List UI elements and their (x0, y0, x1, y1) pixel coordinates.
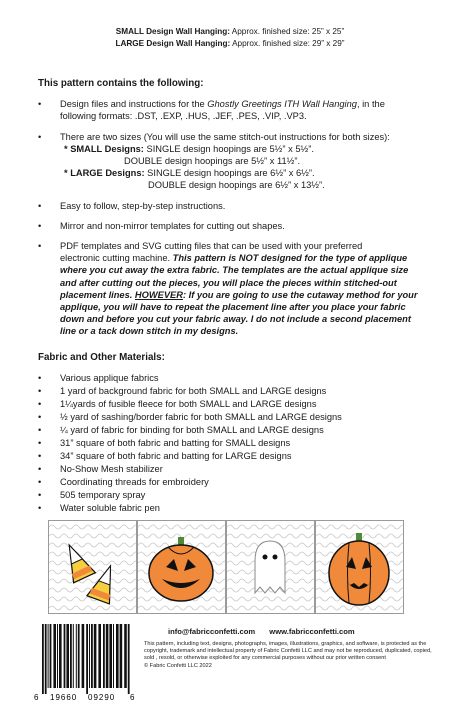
barcode-bar (124, 624, 127, 688)
quilting-line (49, 543, 136, 547)
contact-line (168, 627, 367, 636)
barcode-bar (86, 624, 88, 694)
quilting-line (227, 606, 314, 610)
barcode-bar (94, 624, 97, 688)
material-item: • ¼ yard of fabric for binding for both SMALL and LARGE designs (38, 424, 430, 437)
quilting-line (227, 588, 314, 592)
footer (0, 618, 460, 710)
barcode-digit: 19660 (50, 693, 78, 702)
size-info (0, 26, 460, 50)
barcode-bar (106, 624, 109, 688)
material-item: • 1¼yards of fusible fleece for both SMALL and LARGE designs (38, 398, 430, 411)
barcode-bar (82, 624, 85, 688)
barcode-bar (50, 624, 52, 688)
barcode-bar (42, 624, 44, 694)
quilting-line (49, 579, 136, 583)
jack-o-lantern-icon (138, 521, 225, 613)
quilting-line (138, 525, 225, 529)
barcode (34, 624, 136, 702)
barcode-bar (64, 624, 66, 688)
email-link[interactable]: info@fabricconfetti.com (168, 627, 256, 636)
ghost-panel (226, 520, 315, 614)
barcode-bar (113, 624, 114, 688)
barcode-bar (66, 624, 69, 688)
barcode-bar (109, 624, 112, 688)
material-item: • 1 yard of background fabric for both SMALL and LARGE designs (38, 385, 430, 398)
list-item: • Easy to follow, step-by-step instructions. (38, 200, 430, 212)
barcode-bar (103, 624, 105, 688)
barcode-bar (70, 624, 72, 688)
contains-list (38, 98, 430, 337)
quilting-line (227, 525, 314, 529)
quilting-line (49, 606, 136, 610)
quilting-line (227, 597, 314, 601)
barcode-digit: 09290 (88, 693, 116, 702)
material-item: • Coordinating threads for embroidery (38, 476, 430, 489)
material-item: • ½ yard of sashing/border fabric for both SMALL and LARGE designs (38, 411, 430, 424)
candy-corn-icon (49, 521, 136, 613)
small-size-line: SMALL Design Wall Hanging: Approx. finished size: 25” x 25” (115, 27, 345, 36)
quilting-line (49, 561, 136, 565)
barcode-bar (76, 624, 77, 688)
material-item: • No-Show Mesh stabilizer (38, 463, 430, 476)
pumpkin-icon (316, 521, 403, 613)
barcode-bar (53, 624, 56, 688)
pumpkin-panel (315, 520, 404, 614)
quilting-line (138, 606, 225, 610)
material-item: • 34” square of both fabric and batting for LARGE designs (38, 450, 430, 463)
barcode-digit: 6 (130, 693, 135, 702)
material-item: • Various applique fabrics (38, 372, 430, 385)
barcode-bar (128, 624, 130, 694)
barcode-bar (59, 624, 62, 688)
materials-heading: Fabric and Other Materials: (38, 351, 165, 363)
list-item: • Mirror and non-mirror templates for cutting out shapes. (38, 220, 430, 232)
ghost-icon (227, 521, 314, 613)
material-item: • Water soluble fabric pen (38, 502, 430, 515)
material-item: • 31” square of both fabric and batting for SMALL designs (38, 437, 430, 450)
barcode-bar (91, 624, 93, 688)
legal-text: This pattern, including text, designs, photographs, images, illustrations, graphics, and software, is protected as the copyright, trademark and intellectual property of Fabric Confetti LLC and may not be reproduced, duplicated, copied, sold , resold, or otherwise exploited for any commercial purposes without our prior written consent © Fabric Confetti LLC 2022 (144, 641, 440, 670)
quilting-line (49, 525, 136, 529)
material-item: • 505 temporary spray (38, 489, 430, 502)
candy-corn-panel (48, 520, 137, 614)
list-item: • PDF templates and SVG cutting files that can be used with your preferred electronic cutting machine. This pattern is NOT designed for the type of applique where you cut away the extra fabric. The templates are the actual applique size and after cutting out the pieces, you will place the pieces within stitched-out placement lines. HOWEVER: If you are going to use the cutaway method for your applique, you will have to repeat the placement line after you place your fabric down and before you cut your fabric away. I do not include a second placement line or a tack down stitch in my designs. (38, 240, 430, 338)
barcode-bar (73, 624, 74, 688)
quilting-line (316, 606, 403, 610)
quilting-line (227, 534, 314, 538)
materials-list (38, 372, 430, 515)
barcode-bar (89, 624, 90, 688)
contains-heading: This pattern contains the following: (38, 78, 204, 89)
quilting-line (49, 552, 136, 556)
copyright: © Fabric Confetti LLC 2022 (144, 662, 212, 669)
barcode-bar (78, 624, 80, 688)
barcode-bar (45, 624, 47, 694)
website-link[interactable]: www.fabricconfetti.com (269, 627, 355, 636)
list-item: • Design files and instructions for the Ghostly Greetings ITH Wall Hanging, in the following formats: .DST, .EXP, .HUS, .JEF, .PES, .VIP, .VP3. (38, 98, 430, 122)
large-size-line: LARGE Design Wall Hanging: Approx. finished size: 29” x 29” (115, 39, 345, 48)
design-previews (0, 520, 460, 615)
list-item: • There are two sizes (You will use the same stitch-out instructions for both sizes): * SMALL Designs: SINGLE design hoopings are 5½” x 5½”. DOUBLE design hoopings are 5½” x 11½”. * LARGE Designs: SINGLE design hoopings are 6½” x 6½”. DOUBLE design hoopings are 6½” x 13½”. (38, 131, 430, 192)
barcode-bar (98, 624, 101, 688)
barcode-digit: 6 (34, 693, 39, 702)
quilting-line (316, 525, 403, 529)
quilting-line (49, 534, 136, 538)
main-content (38, 78, 430, 515)
barcode-bar (48, 624, 49, 688)
barcode-bar (57, 624, 58, 688)
barcode-bar (116, 624, 119, 688)
jack-o-lantern-panel (137, 520, 226, 614)
barcode-bar (120, 624, 123, 688)
